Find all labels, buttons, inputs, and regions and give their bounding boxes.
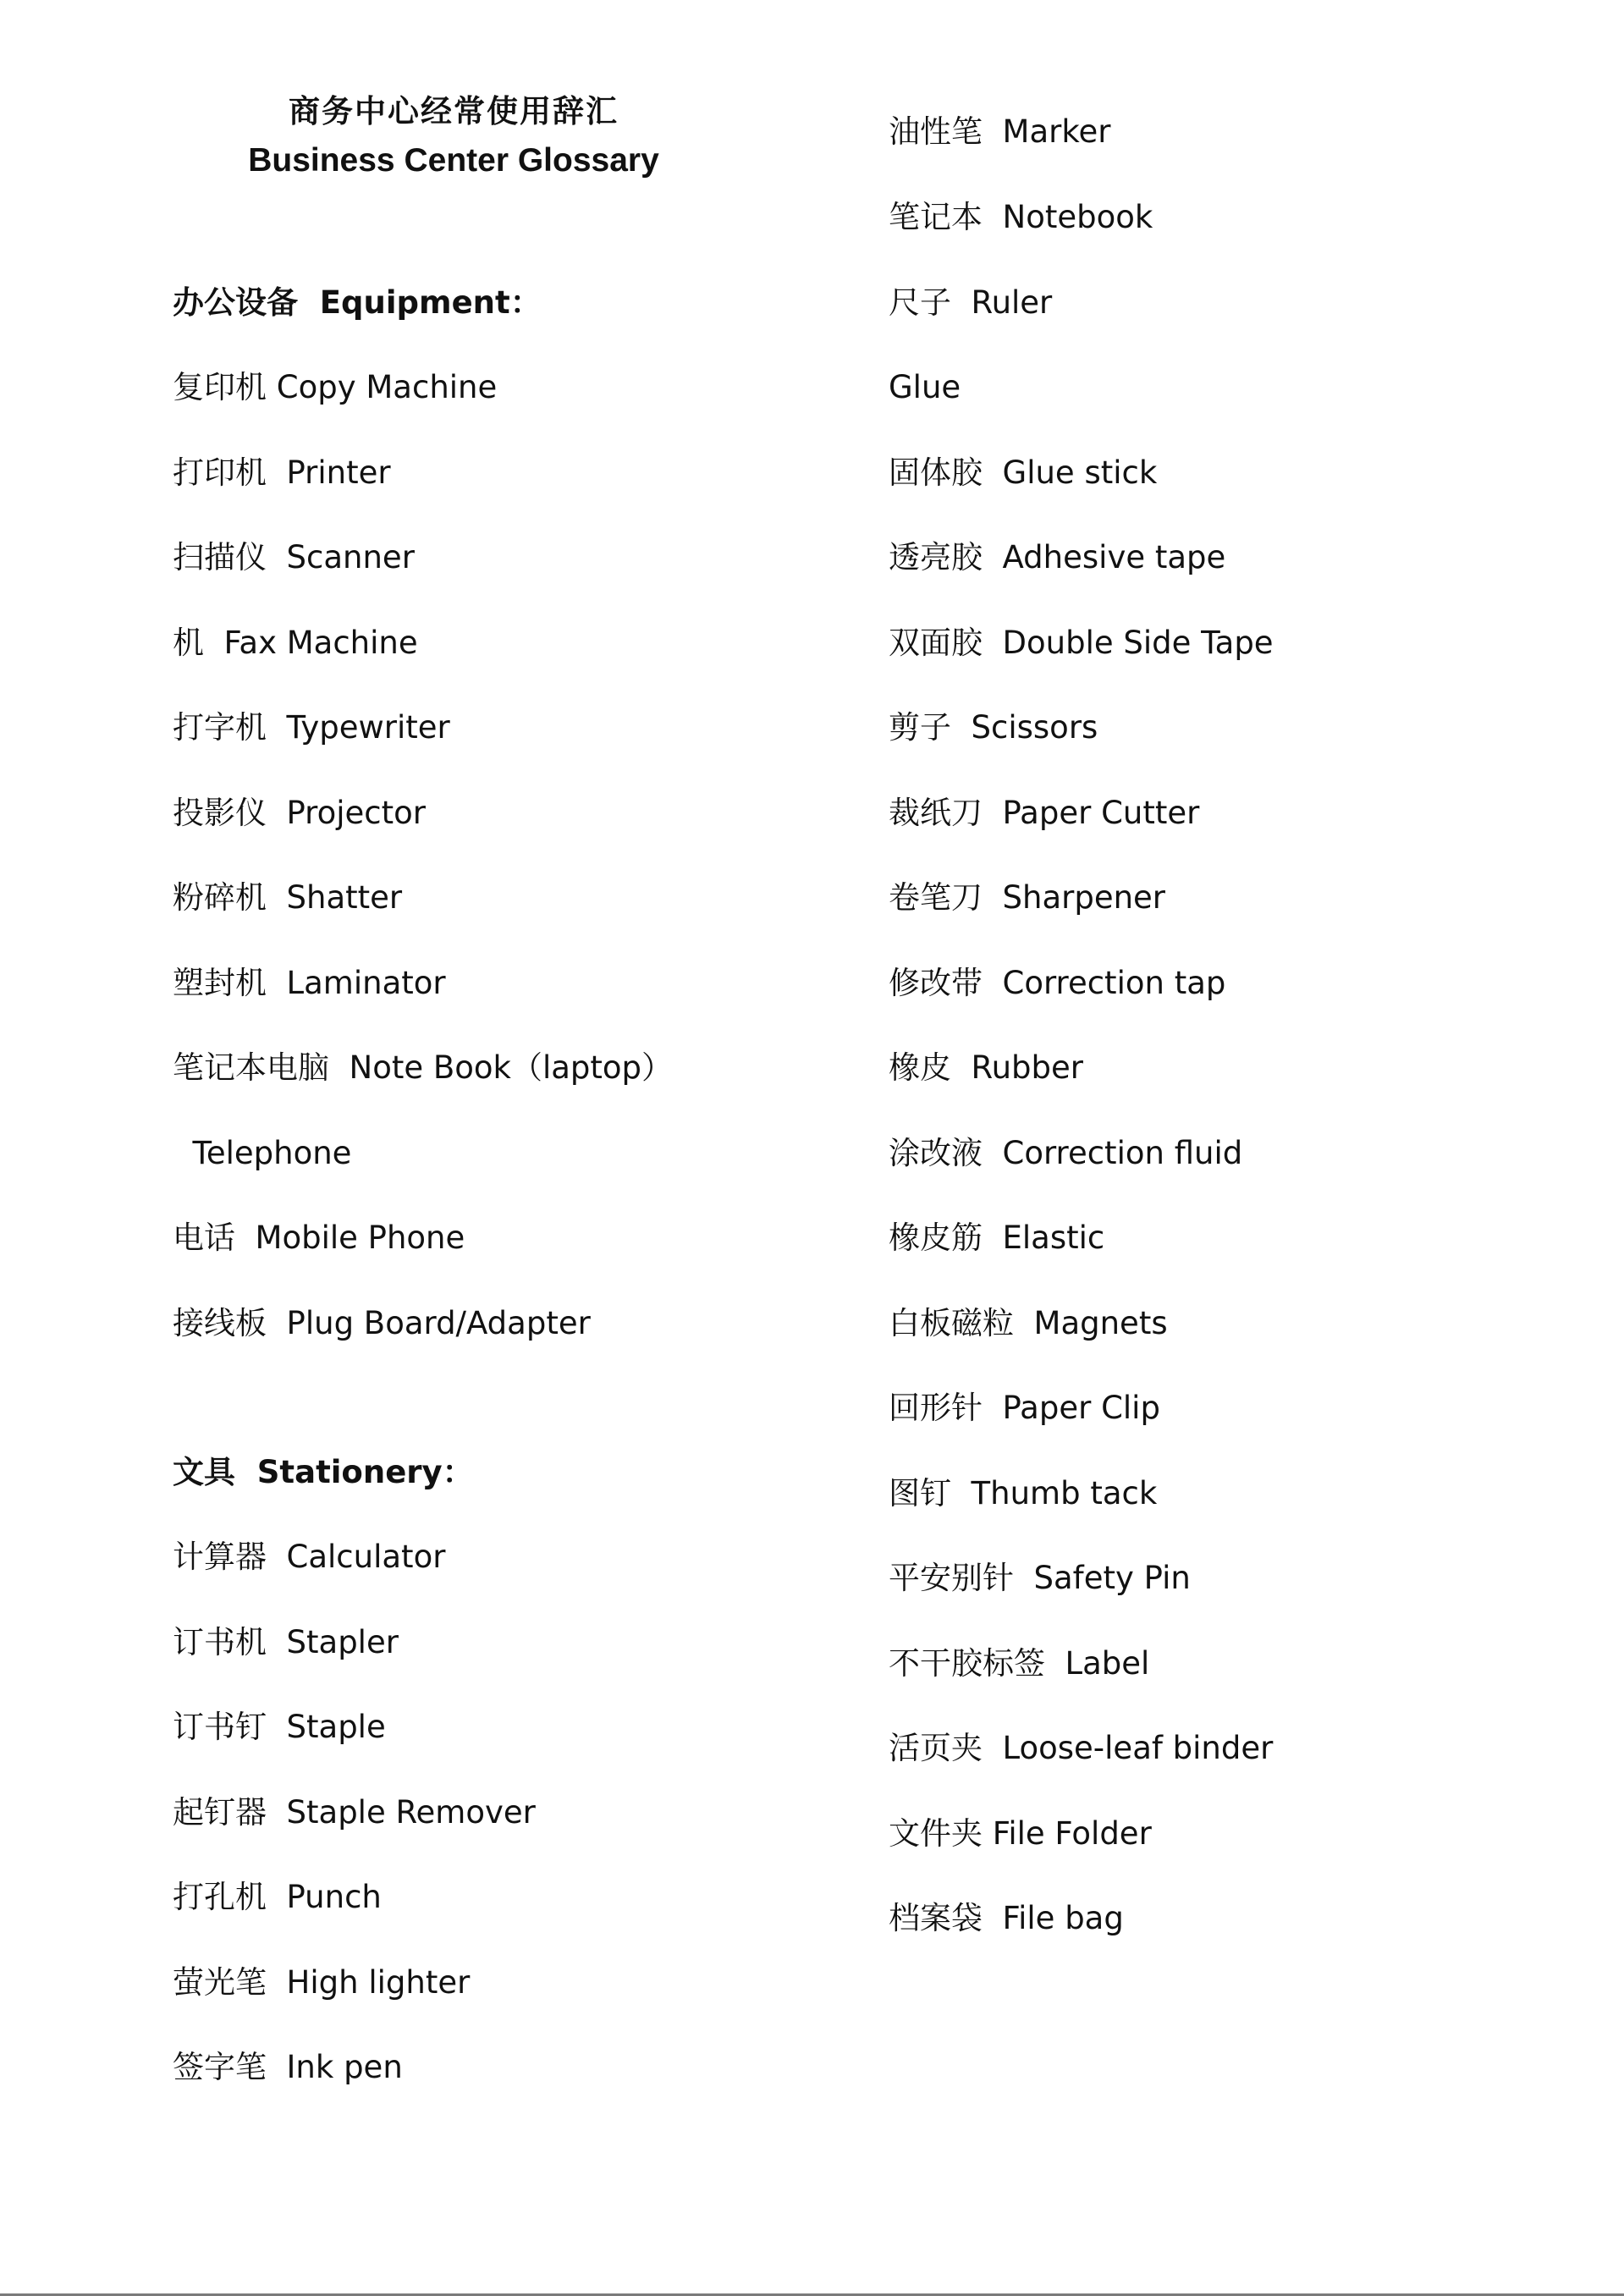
glossary-entry: 油性笔 Marker xyxy=(889,113,1111,150)
title-english: Business Center Glossary xyxy=(248,142,659,179)
glossary-entry: 扫描仪 Scanner xyxy=(173,539,415,575)
glossary-entry: 回形针 Paper Clip xyxy=(889,1390,1160,1426)
glossary-entry: 电话 Mobile Phone xyxy=(173,1220,465,1256)
glossary-entry: 白板磁粒 Magnets xyxy=(889,1305,1168,1341)
glossary-entry: 接线板 Plug Board/Adapter xyxy=(173,1305,591,1341)
glossary-entry: 打字机 Typewriter xyxy=(173,709,450,746)
glossary-entry: 活页夹 Loose-leaf binder xyxy=(889,1730,1274,1766)
document-title xyxy=(173,88,735,186)
glossary-entry: 修改带 Correction tap xyxy=(889,965,1226,1001)
glossary-entry: 双面胶 Double Side Tape xyxy=(889,625,1274,661)
glossary-entry: 涂改液 Correction fluid xyxy=(889,1135,1243,1171)
glossary-entry: Telephone xyxy=(173,1135,352,1171)
glossary-entry: 机 Fax Machine xyxy=(173,625,418,661)
glossary-entry: Glue xyxy=(889,369,961,405)
glossary-entry: 起钉器 Staple Remover xyxy=(173,1794,536,1831)
glossary-entry: 档案袋 File bag xyxy=(889,1900,1124,1936)
glossary-entry: 萤光笔 High lighter xyxy=(173,1964,471,2001)
glossary-entry: 橡皮筋 Elastic xyxy=(889,1220,1105,1256)
glossary-entry: 橡皮 Rubber xyxy=(889,1049,1083,1086)
glossary-entry: 签字笔 Ink pen xyxy=(173,2049,403,2085)
glossary-entry: 透亮胶 Adhesive tape xyxy=(889,539,1226,575)
section-heading-equipment: 办公设备 Equipment： xyxy=(173,284,542,321)
glossary-entry: 打印机 Printer xyxy=(173,454,391,491)
glossary-entry: 文件夹 File Folder xyxy=(889,1815,1152,1852)
glossary-entry: 投影仪 Projector xyxy=(173,795,426,831)
glossary-entry: 粉碎机 Shatter xyxy=(173,879,403,916)
glossary-entry: 塑封机 Laminator xyxy=(173,965,446,1001)
glossary-entry: 复印机 Copy Machine xyxy=(173,369,498,405)
glossary-entry: 剪子 Scissors xyxy=(889,709,1098,746)
glossary-entry: 打孔机 Punch xyxy=(173,1879,382,1915)
section-heading-stationery: 文具 Stationery： xyxy=(173,1454,474,1490)
glossary-entry: 尺子 Ruler xyxy=(889,284,1053,321)
glossary-entry: 订书钉 Staple xyxy=(173,1709,386,1745)
glossary-entry: 计算器 Calculator xyxy=(173,1539,446,1575)
glossary-entry: 不干胶标签 Label xyxy=(889,1645,1150,1682)
glossary-entry: 笔记本电脑 Note Book（laptop） xyxy=(173,1049,674,1086)
glossary-entry: 卷笔刀 Sharpener xyxy=(889,879,1166,916)
title-chinese: 商务中心经常使用辞汇 xyxy=(289,93,619,129)
glossary-entry: 笔记本 Notebook xyxy=(889,199,1153,235)
glossary-entry: 订书机 Stapler xyxy=(173,1624,399,1660)
glossary-entry: 固体胶 Glue stick xyxy=(889,454,1158,491)
glossary-entry: 裁纸刀 Paper Cutter xyxy=(889,795,1200,831)
glossary-entry: 平安别针 Safety Pin xyxy=(889,1560,1191,1596)
glossary-entry: 图钉 Thumb tack xyxy=(889,1475,1158,1511)
